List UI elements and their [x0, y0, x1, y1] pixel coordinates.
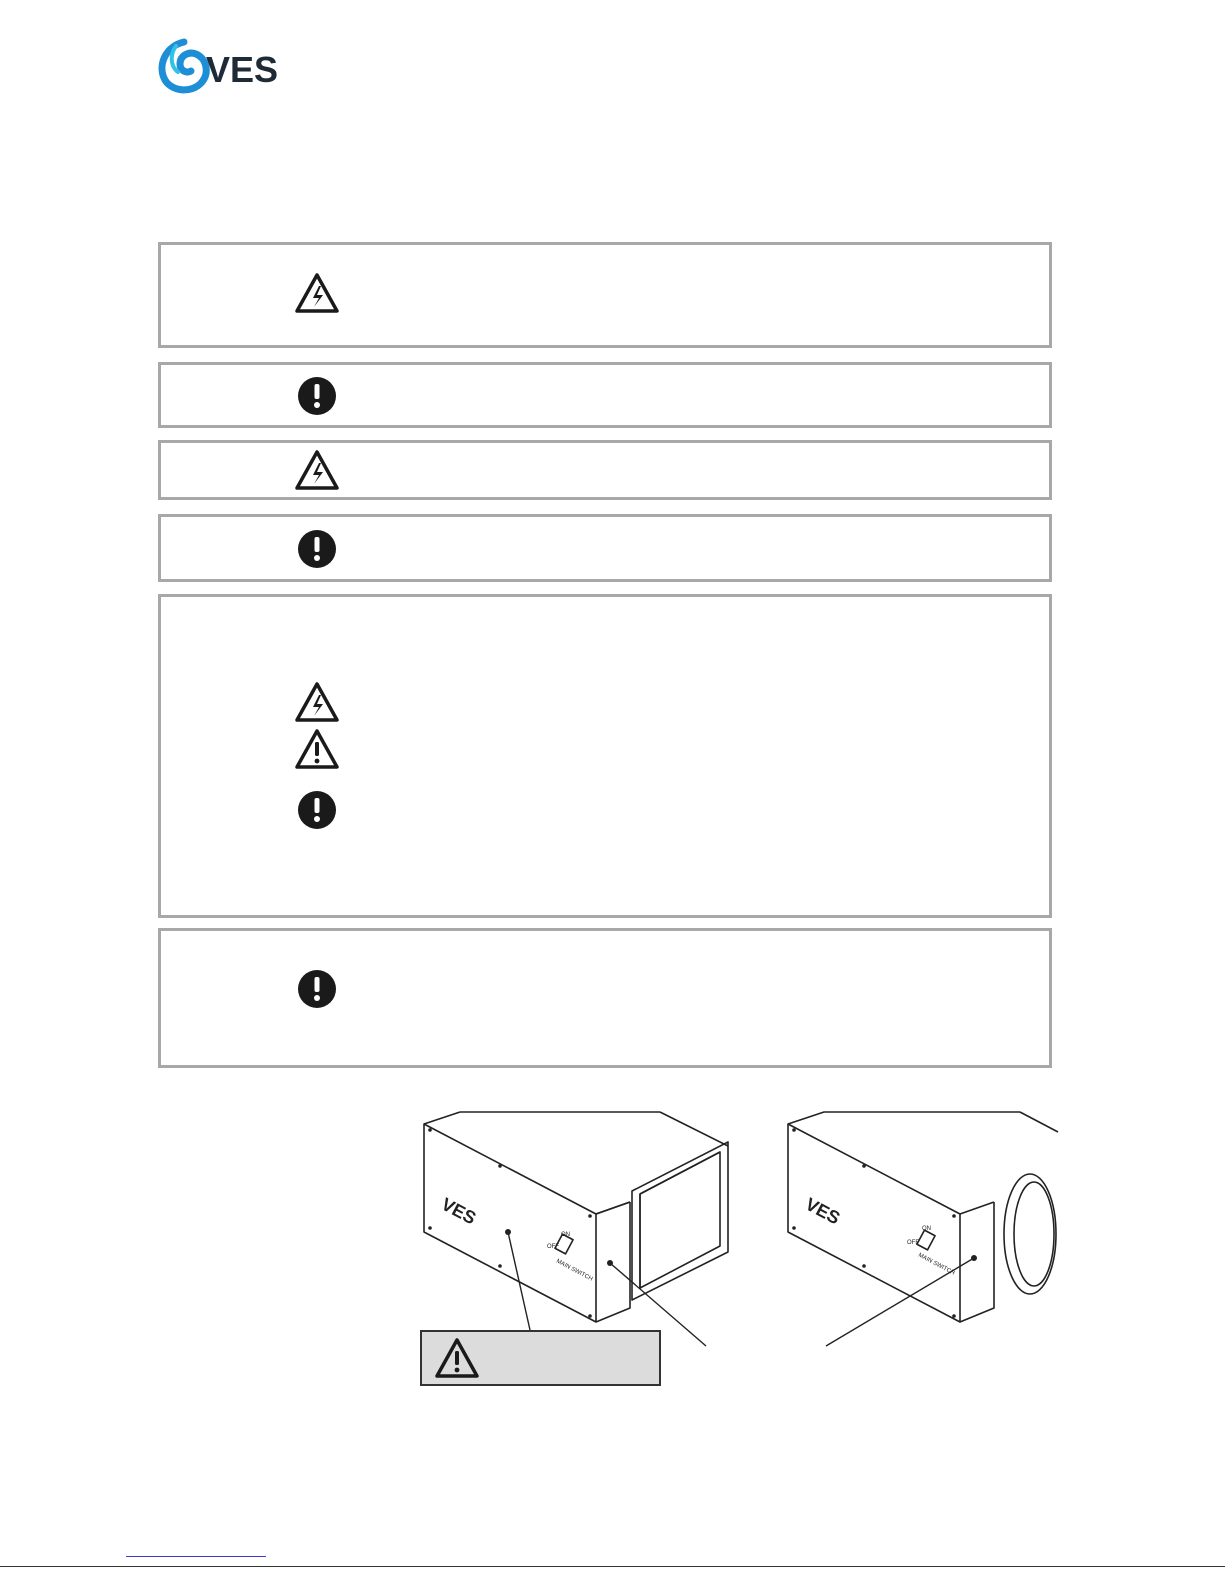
unit2-switch-off-label: OFF	[907, 1240, 919, 1246]
general-warning-icon	[434, 1336, 480, 1382]
unit1-main-switch	[547, 1232, 593, 1283]
unit1-logo-text: VES	[438, 1193, 480, 1229]
unit1-pointer-line-1	[508, 1232, 530, 1330]
unit1-side-bottom	[596, 1202, 630, 1322]
logo-swirl-inner	[172, 46, 178, 72]
safety-box-4	[158, 514, 1052, 582]
logo-text: VES	[206, 49, 279, 90]
logo-swirl-outer	[162, 42, 206, 90]
safety-box-5	[158, 594, 1052, 918]
unit2-top	[788, 1112, 1020, 1124]
unit2-circular-collar	[1004, 1174, 1056, 1294]
unit1-duct-frame-outer	[632, 1142, 728, 1300]
mandatory-action-icon	[294, 526, 340, 572]
unit2-switch-on-label: ON	[922, 1226, 931, 1232]
unit1-switch-on-label: ON	[561, 1232, 570, 1238]
mandatory-action-icon	[294, 373, 340, 419]
unit2-side	[960, 1202, 994, 1322]
unit1-side-top	[596, 1202, 630, 1214]
mandatory-action-icon	[294, 787, 340, 833]
circular-duct-unit	[788, 1112, 1058, 1346]
unit2-main-switch	[907, 1226, 955, 1277]
unit1-top-edge	[660, 1112, 728, 1146]
ves-logo	[156, 36, 296, 96]
unit2-circular-collar-inner	[1014, 1182, 1054, 1286]
footer-link-underline	[126, 1556, 266, 1557]
unit1-switch-off-label: OFF	[547, 1244, 559, 1250]
unit2-pointer-line	[826, 1258, 974, 1346]
unit2-switch-main-label: MAIN SWITCH	[917, 1252, 956, 1277]
unit1-front-panel	[424, 1124, 596, 1322]
unit2-logo-text: VES	[802, 1193, 844, 1229]
mandatory-action-icon	[294, 966, 340, 1012]
unit1-switch-main-label: MAIN SWITCH	[555, 1258, 594, 1283]
unit2-front-panel	[788, 1124, 960, 1322]
bottom-rule	[0, 1566, 1225, 1567]
rectangular-duct-unit	[424, 1112, 728, 1346]
safety-box-1	[158, 242, 1052, 348]
safety-box-3	[158, 440, 1052, 500]
safety-box-6	[158, 928, 1052, 1068]
electric-shock-warning-icon	[294, 271, 340, 317]
caution-label	[420, 1330, 661, 1386]
unit2-top-edge	[1020, 1112, 1058, 1132]
electric-shock-warning-icon	[294, 448, 340, 494]
unit2-screws	[792, 1128, 977, 1318]
safety-box-2	[158, 362, 1052, 428]
electric-shock-warning-icon	[294, 680, 340, 726]
general-warning-icon	[294, 727, 340, 773]
